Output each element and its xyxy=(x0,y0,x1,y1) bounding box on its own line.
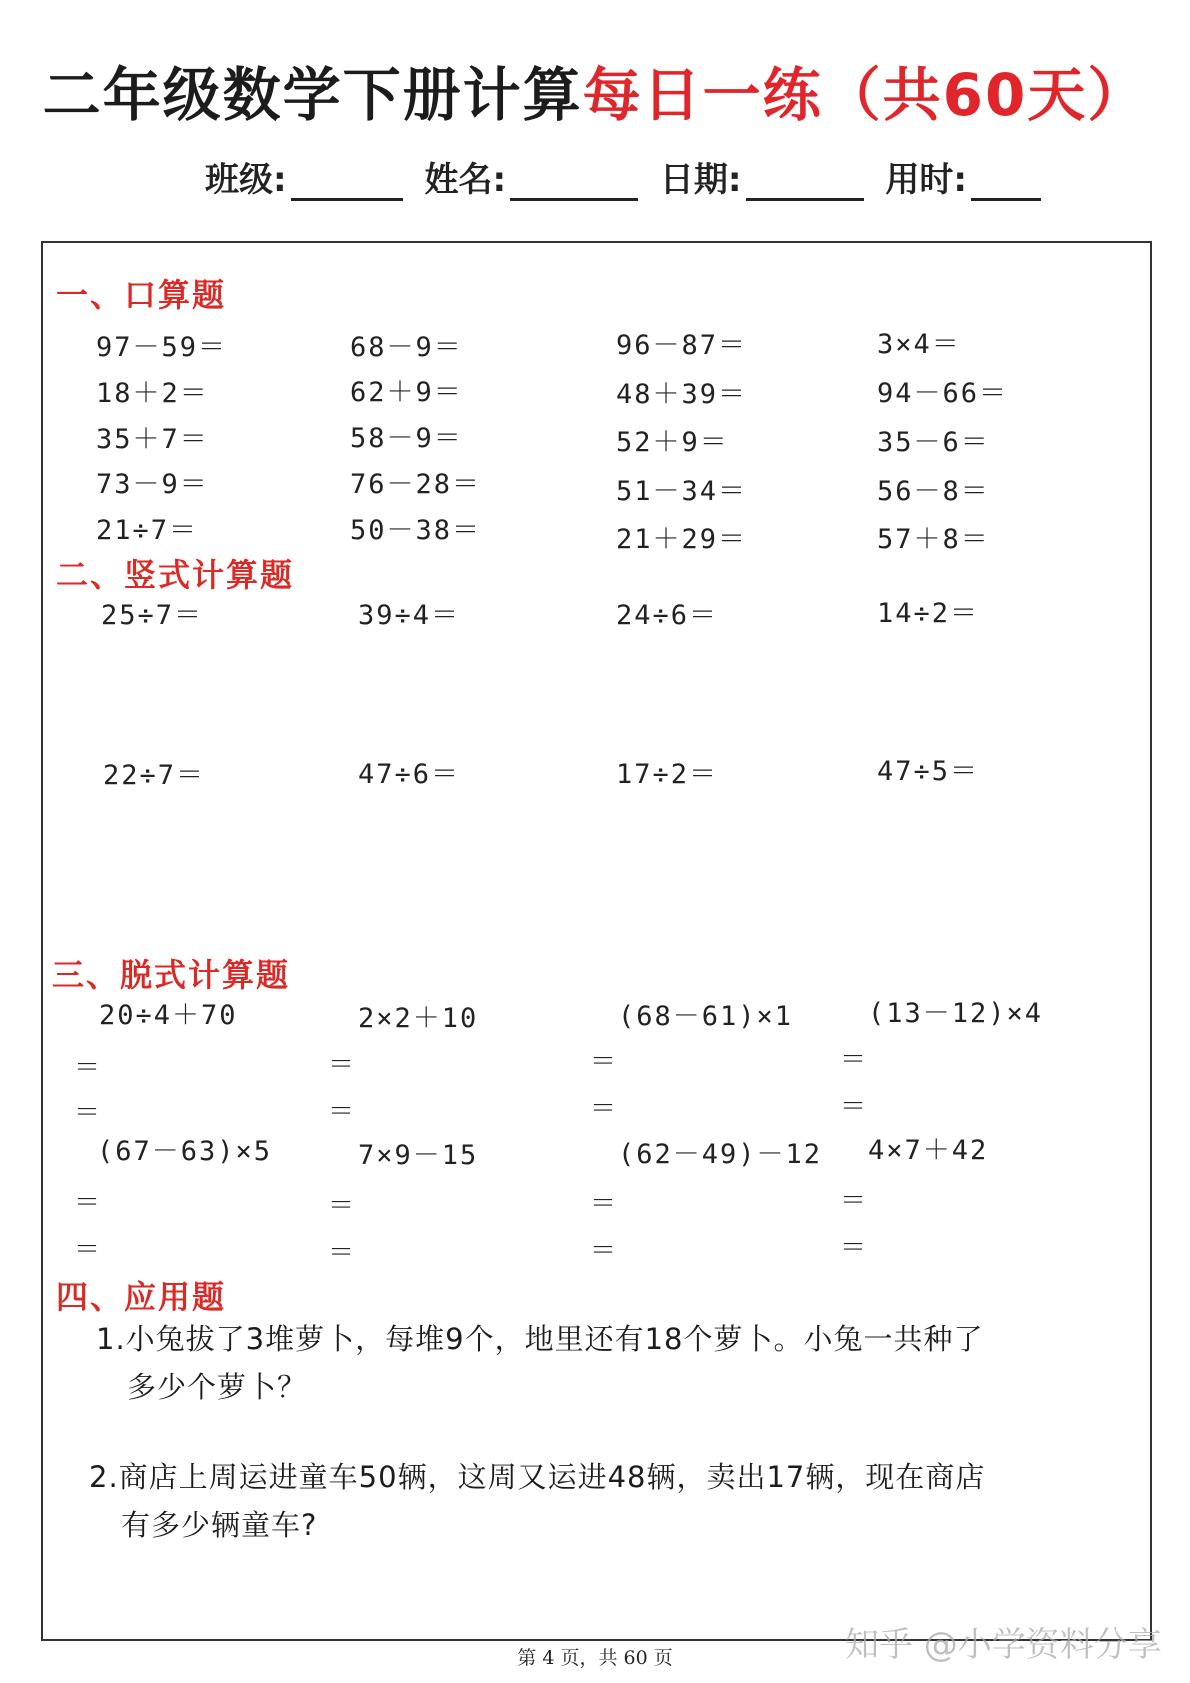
oral-problem: 58－9＝ xyxy=(350,423,463,454)
stepwise-problem: (62－49)－12 xyxy=(618,1139,823,1170)
vertical-problem: 22÷7＝ xyxy=(103,760,206,791)
equals-sign: ＝ xyxy=(328,1238,355,1268)
oral-problem: 35－6＝ xyxy=(877,427,990,458)
oral-problem: 57＋8＝ xyxy=(877,524,990,555)
vertical-problem: 39÷4＝ xyxy=(358,600,461,631)
equals-sign: ＝ xyxy=(840,1092,867,1122)
section-stepwise-title: 三、脱式计算题 xyxy=(52,956,291,994)
vertical-problem: 47÷5＝ xyxy=(877,756,980,787)
oral-problem: 62＋9＝ xyxy=(350,377,463,408)
stepwise-problem: (13－12)×4 xyxy=(868,998,1044,1029)
class-label: 班级: xyxy=(205,160,287,200)
name-field xyxy=(424,152,638,201)
date-label: 日期: xyxy=(659,160,742,200)
vertical-problem: 25÷7＝ xyxy=(101,600,204,631)
equals-sign: ＝ xyxy=(840,1045,867,1075)
equals-sign: ＝ xyxy=(840,1186,867,1216)
equals-sign: ＝ xyxy=(590,1189,617,1219)
vertical-problem: 17÷2＝ xyxy=(616,759,719,790)
oral-problem: 48＋39＝ xyxy=(616,379,748,410)
class-blank[interactable] xyxy=(291,166,403,201)
oral-problem: 56－8＝ xyxy=(877,476,990,507)
oral-problem: 35＋7＝ xyxy=(96,424,209,455)
stepwise-problem: (68－61)×1 xyxy=(618,1001,794,1032)
oral-problem: 96－87＝ xyxy=(616,330,748,361)
stepwise-problem: (67－63)×5 xyxy=(97,1136,273,1167)
time-field xyxy=(885,152,1041,201)
oral-problem: 18＋2＝ xyxy=(96,378,209,409)
vertical-problem: 47÷6＝ xyxy=(358,759,461,790)
word-problem-1: 1.小兔拔了3堆萝卜，每堆9个，地里还有18个萝卜。小兔一共种了 xyxy=(96,1322,984,1356)
page-title xyxy=(0,48,1190,132)
oral-problem: 76－28＝ xyxy=(350,469,482,500)
equals-sign: ＝ xyxy=(74,1235,101,1265)
oral-problem: 51－34＝ xyxy=(616,476,748,507)
equals-sign: ＝ xyxy=(74,1188,101,1218)
stepwise-problem: 20÷4＋70 xyxy=(99,1000,238,1031)
equals-sign: ＝ xyxy=(328,1097,355,1127)
time-blank[interactable] xyxy=(971,166,1041,201)
date-field xyxy=(660,152,864,201)
date-blank[interactable] xyxy=(746,166,864,201)
oral-problem: 52＋9＝ xyxy=(616,427,729,458)
oral-problem: 97－59＝ xyxy=(96,332,228,363)
equals-sign: ＝ xyxy=(74,1098,101,1128)
stepwise-problem: 7×9－15 xyxy=(358,1140,479,1171)
word-problem-1-cont: 多少个萝卜？ xyxy=(127,1370,308,1404)
oral-problem: 3×4＝ xyxy=(877,329,961,360)
equals-sign: ＝ xyxy=(74,1053,101,1083)
vertical-problem: 24÷6＝ xyxy=(616,600,719,631)
vertical-problem: 14÷2＝ xyxy=(877,598,980,629)
name-blank[interactable] xyxy=(510,166,638,201)
equals-sign: ＝ xyxy=(590,1094,617,1124)
page-footer: 第 4 页，共 60 页 xyxy=(517,1647,673,1669)
title-black: 二年级数学下册计算 xyxy=(42,61,583,129)
equals-sign: ＝ xyxy=(590,1047,617,1077)
equals-sign: ＝ xyxy=(840,1233,867,1263)
oral-problem: 94－66＝ xyxy=(877,378,1009,409)
section-vertical-title: 二、竖式计算题 xyxy=(56,556,295,594)
section-oral-title: 一、口算题 xyxy=(56,276,227,314)
word-problem-2-cont: 有多少辆童车? xyxy=(121,1508,318,1542)
word-problem-2: 2.商店上周运进童车50辆，这周又运进48辆，卖出17辆，现在商店 xyxy=(89,1460,986,1494)
class-field xyxy=(205,152,403,201)
title-red: 每日一练（共60天） xyxy=(582,61,1148,129)
equals-sign: ＝ xyxy=(328,1191,355,1221)
oral-problem: 73－9＝ xyxy=(96,469,209,500)
oral-problem: 21＋29＝ xyxy=(616,524,748,555)
oral-problem: 21÷7＝ xyxy=(96,515,199,546)
student-info-row xyxy=(205,152,1051,201)
watermark: 知乎 @小学资料分享 xyxy=(845,1625,1162,1665)
oral-problem: 50－38＝ xyxy=(350,515,482,546)
name-label: 姓名: xyxy=(424,160,507,200)
section-word-problems-title: 四、应用题 xyxy=(56,1278,227,1316)
time-label: 用时: xyxy=(885,160,967,200)
stepwise-problem: 2×2＋10 xyxy=(358,1003,479,1034)
equals-sign: ＝ xyxy=(590,1236,617,1266)
oral-problem: 68－9＝ xyxy=(350,332,463,363)
stepwise-problem: 4×7＋42 xyxy=(868,1135,989,1166)
equals-sign: ＝ xyxy=(328,1050,355,1080)
